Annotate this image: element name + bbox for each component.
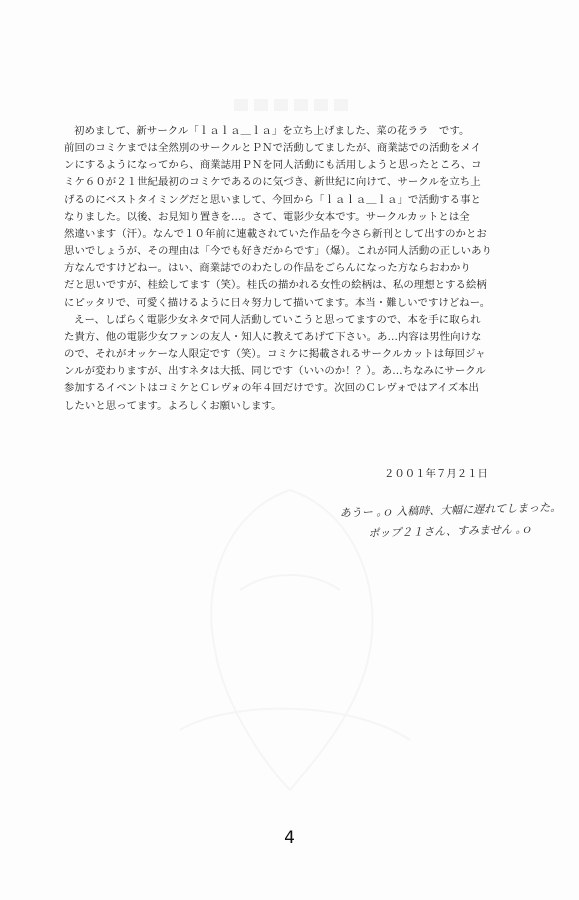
date: ２００１年７月２１日 [384,468,488,480]
text-line: にピッタリで、可愛く描けるように日々努力して描いてます。本当・難しいですけどねー。 [64,296,491,309]
text-line: 初めまして、新サークル「ｌａｌａ＿ｌａ」を立ち上げました、菜の花ララ です。 [74,125,470,137]
handwritten-line: あうー ｡ｏ 入稿時、大幅に遅れてしまった。 [339,500,562,520]
text-line: 方なんですけどねー。はい、商業誌でのわたしの作品をごらんになった方ならおわかり [64,262,471,275]
text-line: げるのにベストタイミングだと思いまして、今回から「ｌａｌａ＿ｌａ」で活動する事と [64,193,481,206]
text-line: えー、しばらく電影少女ネタで同人活動していこうと思ってますので、本を手に取られ [74,313,481,326]
text-line: ンルが変わりますが、出すネタは大抵、同じです（いいのか！？）。あ…ちなみにサークル [64,365,486,378]
text-line: 参加するイベントはコミケとＣレヴォの年４回だけです。次回のＣレヴォではアイズ本出 [64,382,479,395]
body-text [64,123,524,415]
paragraph-1 [64,123,524,312]
paragraph-2 [64,312,524,415]
page-number: 4 [284,828,295,848]
text-line: た貴方、他の電影少女ファンの友人・知人に教えてあげて下さい。あ…内容は男性向けな [64,330,482,343]
faint-heading-graphic [232,97,352,113]
text-line: なりました。以後、お見知り置きを…。さて、電影少女本です。サークルカットとは全 [64,210,470,223]
text-line: ので、それがオッケーな人限定です（笑）。コミケに掲載されるサークルカットは毎回ジャ [64,348,486,361]
text-line: ミケ６０が２１世紀最初のコミケであるのに気づき、新世紀に向けて、サークルを立ち上 [64,176,481,189]
handwritten-line: ポップ２１さん、すみません ｡ｏ [368,522,533,540]
text-line: だと思いですが、桂絵してます（笑）。桂氏の描かれる女性の絵柄は、私の理想とする絵柄 [64,279,487,292]
text-line: 思いでしょうが、その理由は「今でも好きだからです」（爆）。これが同人活動の正しいあり [64,245,492,258]
text-line: したいと思ってます。よろしくお願いします。 [64,399,282,412]
handwritten-note [339,497,562,544]
text-line: 前回のコミケまでは全然別のサークルとＰＮで活動してましたが、商業誌での活動をメイ [64,142,482,155]
text-line: ンにするようになってから、商業誌用ＰＮを同人活動にも活用しようと思ったところ、コ [64,159,482,172]
text-line: 然違います（汗）。なんで１０年前に連載されていた作品を今さら新刊として出すのかとお [64,227,487,240]
